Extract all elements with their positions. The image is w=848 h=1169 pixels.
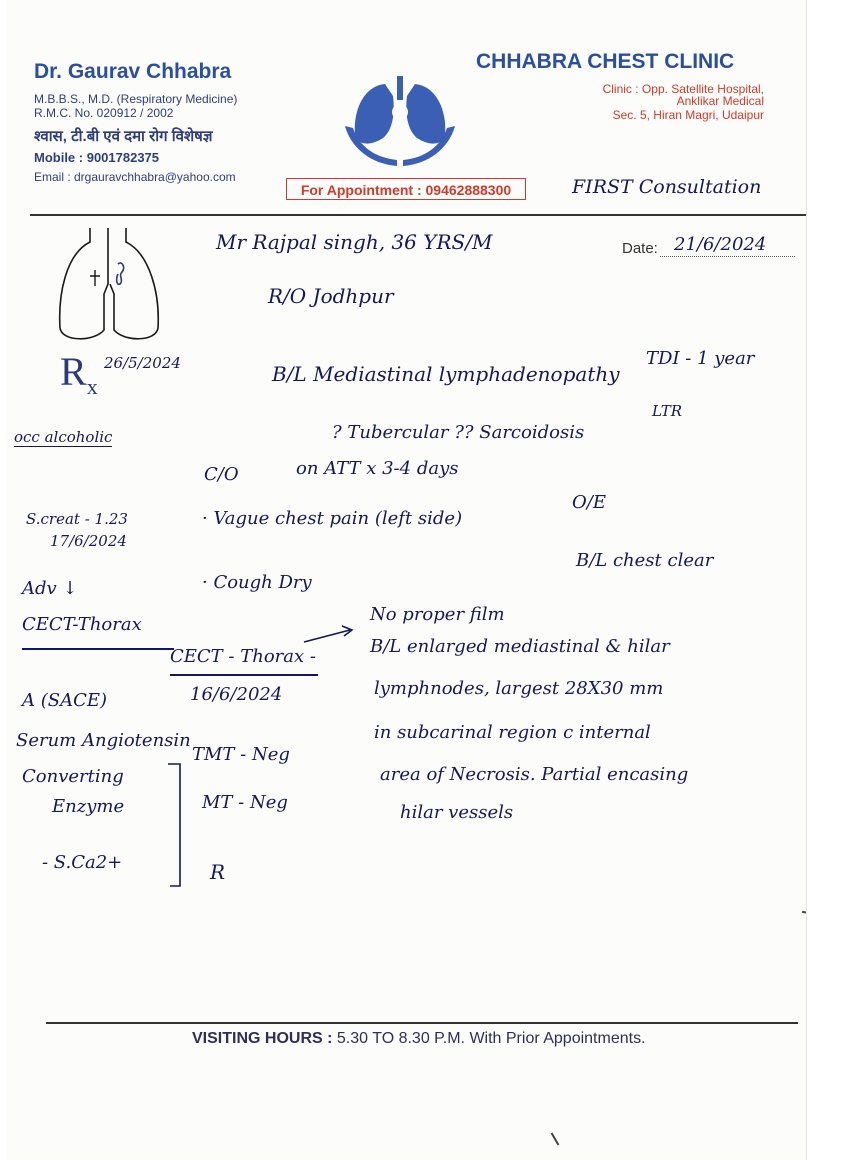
arrow-icon <box>302 624 356 646</box>
footer-divider <box>46 1022 798 1024</box>
rx-date: 26/5/2024 <box>104 354 181 372</box>
complaint-chest-pain: · Vague chest pain (left side) <box>202 508 463 529</box>
alcoholic-note: occ alcoholic <box>14 428 113 446</box>
clinic-name: CHHABRA CHEST CLINIC <box>476 50 735 73</box>
sace-line-3: Enzyme <box>52 796 125 817</box>
date-value: 21/6/2024 <box>674 234 767 255</box>
cect-finding-2: lymphnodes, largest 28X30 mm <box>374 678 664 699</box>
doctor-degrees: M.B.B.S., M.D. (Respiratory Medicine) <box>34 92 238 106</box>
mt-result: MT - Neg <box>202 792 288 813</box>
bracket-icon <box>166 762 184 888</box>
examination-label: O/E <box>572 492 606 513</box>
visiting-hours-label: VISITING HOURS : <box>192 1030 333 1047</box>
serum-creatinine-date: 17/6/2024 <box>50 532 127 550</box>
cect-heading: CECT - Thorax - <box>170 646 316 667</box>
doctor-rmc: R.M.C. No. 020912 / 2002 <box>34 106 174 120</box>
serum-calcium: - S.Ca2+ <box>42 852 123 873</box>
tmt-result: TMT - Neg <box>192 744 290 765</box>
sace-note: A (SACE) <box>22 690 108 711</box>
diagnosis: B/L Mediastinal lymphadenopathy <box>272 362 620 386</box>
tdi-note: TDI - 1 year <box>646 348 755 369</box>
cect-date: 16/6/2024 <box>190 684 283 705</box>
rx-symbol <box>60 348 98 400</box>
ltr-note: LTR <box>652 402 683 420</box>
doctor-specialty: श्वास, टी.बी एवं दमा रोग विशेषज्ञ <box>34 128 213 145</box>
prescription-page <box>6 0 807 1160</box>
clinic-logo-icon <box>341 72 459 172</box>
sace-line-1: Serum Angiotensin <box>16 730 191 751</box>
chest-clear-note: B/L chest clear <box>576 550 714 571</box>
cect-finding-4: area of Necrosis. Partial encasing <box>380 764 689 785</box>
cect-advice: CECT-Thorax <box>22 614 142 635</box>
att-note: on ATT x 3-4 days <box>296 458 459 479</box>
complaint-cough: · Cough Dry <box>202 572 312 593</box>
rx-subscript: x <box>86 374 98 399</box>
doctor-name: Dr. Gaurav Chhabra <box>34 60 232 83</box>
doctor-email: Email : drgauravchhabra@yahoo.com <box>34 170 236 184</box>
advice-label: Adv ↓ <box>22 578 78 599</box>
patient-residence: R/O Jodhpur <box>268 284 394 308</box>
patient-details: Mr Rajpal singh, 36 YRS/M <box>216 230 493 254</box>
edge-mark <box>551 1132 560 1145</box>
sace-line-2: Converting <box>22 766 124 787</box>
cect-advice-underline <box>22 648 174 650</box>
rx-letter: R <box>60 349 87 394</box>
differential-diagnosis: ? Tubercular ?? Sarcoidosis <box>332 422 585 443</box>
date-underline <box>660 256 795 257</box>
appointment-box: For Appointment : 09462888300 <box>286 178 526 200</box>
clinic-address-line-1: Clinic : Opp. Satellite Hospital, <box>602 82 764 96</box>
visiting-hours <box>192 1030 646 1048</box>
clinic-address-line-2: Anklikar Medical <box>676 94 764 108</box>
visiting-hours-text: 5.30 TO 8.30 P.M. With Prior Appointments. <box>336 1030 646 1047</box>
cect-finding-5: hilar vessels <box>400 802 514 823</box>
edge-mark <box>802 911 807 915</box>
clinic-address-line-3: Sec. 5, Hiran Magri, Udaipur <box>612 108 764 122</box>
lungs-outline-icon <box>52 224 168 344</box>
header-divider <box>30 214 806 216</box>
date-label: Date: <box>622 240 658 257</box>
doctor-mobile: Mobile : 9001782375 <box>34 150 160 165</box>
serum-creatinine: S.creat - 1.23 <box>26 510 128 528</box>
no-film-note: No proper film <box>370 604 505 625</box>
cect-finding-1: B/L enlarged mediastinal & hilar <box>370 636 670 657</box>
cect-heading-underline <box>170 674 318 676</box>
cect-finding-3: in subcarinal region c internal <box>374 722 651 743</box>
complaints-label: C/O <box>204 464 239 485</box>
rx-end-mark: R <box>210 860 226 884</box>
first-consultation-note: FIRST Consultation <box>572 176 762 198</box>
